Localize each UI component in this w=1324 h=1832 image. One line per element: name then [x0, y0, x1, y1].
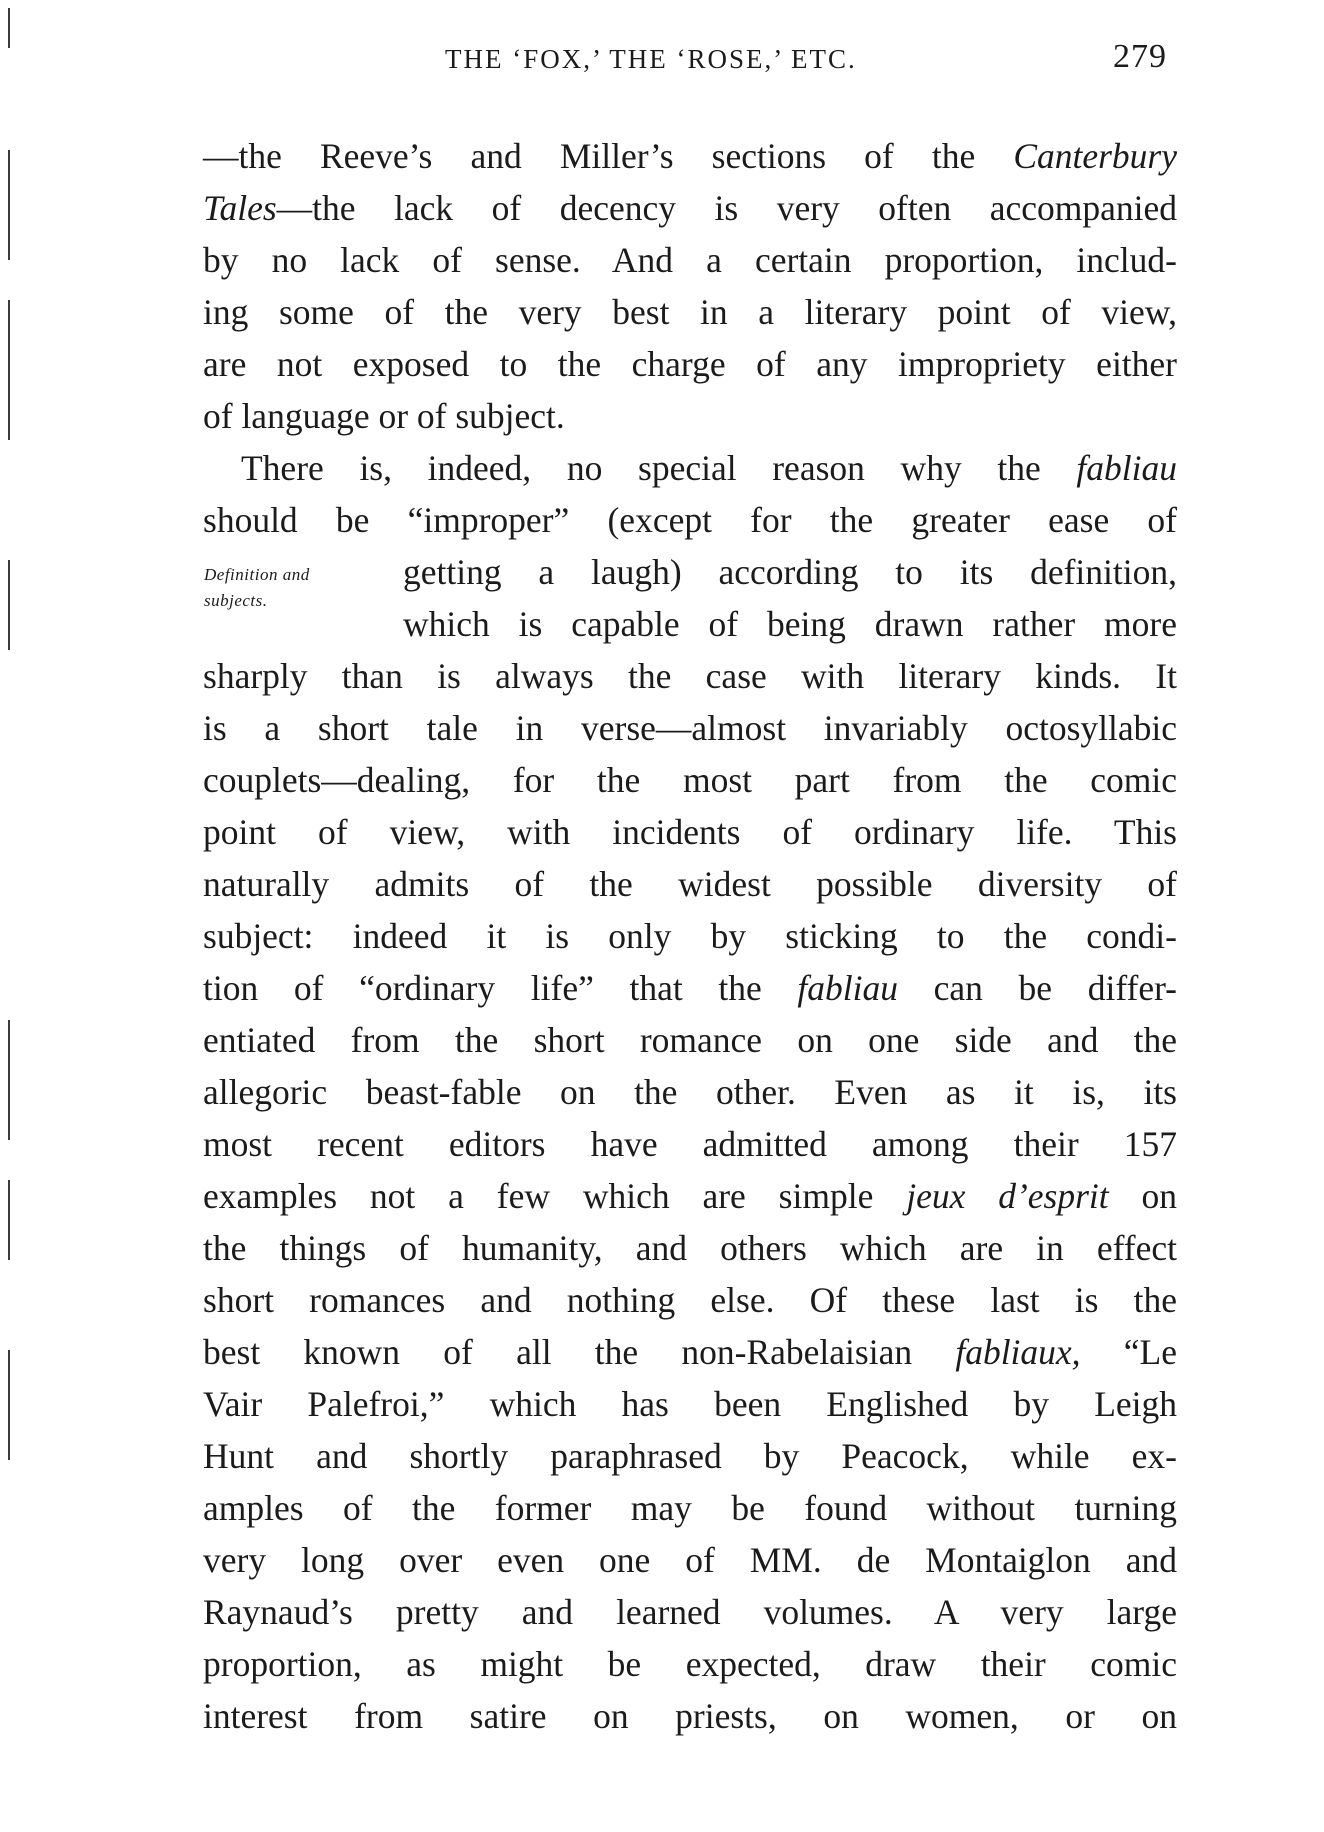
text-line: There is, indeed, no special reason why the fabliau	[241, 448, 1177, 488]
text-line: tion of “ordinary life” that the fabliau can be differ-	[203, 968, 1178, 1008]
text-line: Vair Palefroi,” which has been Englished by Leigh	[203, 1384, 1177, 1424]
text-line: is a short tale in verse—almost invariably octosyllabic	[203, 708, 1177, 748]
text-line: allegoric beast-fable on the other. Even as it is, its	[203, 1072, 1177, 1112]
margin-note-line: Definition and	[204, 565, 310, 584]
gutter-edge-mark	[8, 1350, 10, 1460]
text-line: most recent editors have admitted among their 157	[203, 1124, 1177, 1164]
text-line: by no lack of sense. And a certain proportion, includ-	[203, 240, 1177, 280]
text-line: the things of humanity, and others which are in effect	[203, 1228, 1177, 1268]
text-line: examples not a few which are simple jeux d’esprit on	[203, 1176, 1178, 1216]
gutter-edge-mark	[8, 8, 10, 48]
text-line: should be “improper” (except for the greater ease of	[203, 500, 1177, 540]
text-line: which is capable of being drawn rather more	[403, 604, 1177, 644]
margin-note-line: subjects.	[204, 591, 268, 610]
text-line: proportion, as might be expected, draw their comic	[203, 1644, 1177, 1684]
text-line: Tales—the lack of decency is very often accompanied	[203, 188, 1177, 228]
margin-note	[204, 562, 310, 614]
running-head-title: THE ‘FOX,’ THE ‘ROSE,’ ETC.	[445, 44, 857, 74]
gutter-edge-mark	[8, 560, 10, 650]
text-line: entiated from the short romance on one side and the	[203, 1020, 1177, 1060]
gutter-edge-mark	[8, 300, 10, 440]
gutter-edge-mark	[8, 150, 10, 260]
page-number: 279	[1113, 38, 1167, 75]
text-line: Hunt and shortly paraphrased by Peacock, while ex-	[203, 1436, 1177, 1476]
text-line: of language or of subject.	[203, 396, 565, 436]
text-line: short romances and nothing else. Of these last is the	[203, 1280, 1177, 1320]
text-line: —the Reeve’s and Miller’s sections of the Canterbury	[203, 136, 1177, 176]
text-line: subject: indeed it is only by sticking to the condi-	[203, 916, 1177, 956]
text-line: very long over even one of MM. de Montaiglon and	[203, 1540, 1177, 1580]
gutter-edge-mark	[8, 1020, 10, 1140]
text-line: Raynaud’s pretty and learned volumes. A very large	[203, 1592, 1177, 1632]
text-line: sharply than is always the case with literary kinds. It	[203, 656, 1177, 696]
text-line: interest from satire on priests, on women, or on	[203, 1696, 1177, 1736]
text-line: best known of all the non-Rabelaisian fabliaux, “Le	[203, 1332, 1177, 1372]
text-line: getting a laugh) according to its definition,	[403, 552, 1177, 592]
text-line: amples of the former may be found without turning	[203, 1488, 1177, 1528]
text-line: naturally admits of the widest possible diversity of	[203, 864, 1177, 904]
text-line: ing some of the very best in a literary point of view,	[203, 292, 1177, 332]
text-line: are not exposed to the charge of any impropriety either	[203, 344, 1177, 384]
text-line: point of view, with incidents of ordinary life. This	[203, 812, 1177, 852]
gutter-edge-mark	[8, 1180, 10, 1260]
text-line: couplets—dealing, for the most part from the comic	[203, 760, 1177, 800]
